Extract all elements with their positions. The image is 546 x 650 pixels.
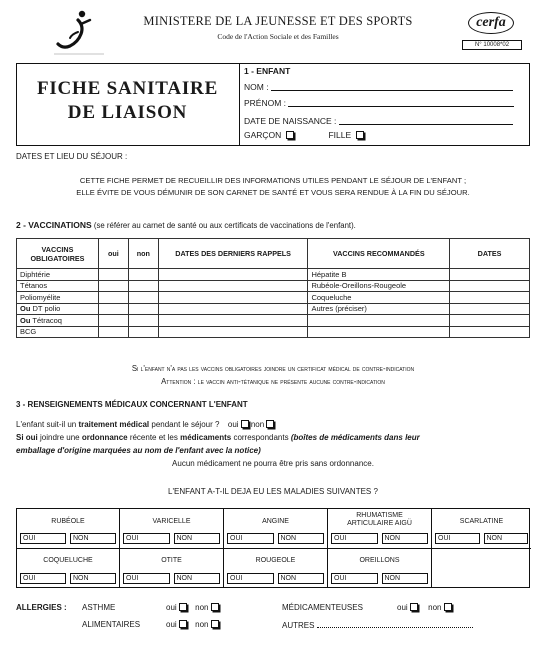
col-oui: oui <box>98 239 128 269</box>
treatment-question <box>16 420 274 429</box>
medicamenteuses-oui-checkbox[interactable] <box>410 603 418 611</box>
intro-line1: CETTE FICHE PERMET DE RECUEILLIR DES INFORMATIONS UTILES PENDANT LE SÉJOUR DE L'ENFANT ; <box>79 176 467 185</box>
date-cell[interactable] <box>158 315 308 327</box>
date-cell[interactable] <box>158 280 308 292</box>
disease-name: ANGINE <box>262 518 289 525</box>
vaccinations-note: (se référer au carnet de santé ou aux certificats de vaccinations de l'enfant). <box>91 221 356 230</box>
disease-cell-otite <box>120 549 224 588</box>
disease-name: RHUMATISME ARTICULAIRE AIGÜ <box>347 512 412 527</box>
disease-cell-oreillons <box>328 549 432 588</box>
disease-name: COQUELUCHE <box>43 557 93 564</box>
col-mandatory: VACCINS OBLIGATOIRES <box>17 239 99 269</box>
vaccinations-heading: 2 - VACCINATIONS <box>16 220 92 230</box>
medicamenteuses-non-label: non <box>428 603 442 612</box>
disease-name: SCARLATINE <box>459 518 504 525</box>
girl-checkbox[interactable] <box>356 131 364 139</box>
asthme-oui-checkbox[interactable] <box>179 603 187 611</box>
form-title-line1: FICHE SANITAIRE <box>36 78 219 99</box>
disease-oui-box[interactable]: OUI <box>331 533 378 544</box>
allergies-label: ALLERGIES : <box>16 603 67 612</box>
autres-field[interactable] <box>282 620 473 630</box>
recommended-vaccine: Autres (préciser) <box>308 303 450 315</box>
medicaments-text: médicaments <box>180 433 232 442</box>
vaccination-note2: Attention : le vaccin anti-tétanique ne présente aucune contre-indication <box>161 377 385 386</box>
disease-cell-rougeole <box>224 549 328 588</box>
disease-oui-box[interactable]: OUI <box>435 533 480 544</box>
disease-non-box[interactable]: NON <box>70 533 116 544</box>
asthme-options <box>166 603 219 612</box>
disease-oui-box[interactable]: OUI <box>331 573 378 584</box>
table-row <box>17 280 530 292</box>
mandatory-vaccine-alt <box>17 315 99 327</box>
disease-oui-box[interactable]: OUI <box>20 533 66 544</box>
medicamenteuses-label: MÉDICAMENTEUSES <box>282 603 363 612</box>
birth-label: DATE DE NAISSANCE : <box>244 116 337 126</box>
disease-name: OREILLONS <box>359 557 400 564</box>
disease-oui-box[interactable]: OUI <box>227 533 274 544</box>
treatment-non-checkbox[interactable] <box>266 420 274 428</box>
disease-oui-box[interactable]: OUI <box>123 573 170 584</box>
ordonnance-line2 <box>16 446 261 455</box>
table-row <box>17 269 530 281</box>
sex-row <box>244 130 364 140</box>
alimentaires-oui-label: oui <box>166 620 177 629</box>
asthme-non-checkbox[interactable] <box>211 603 219 611</box>
autres-line <box>317 620 473 628</box>
mandatory-vaccine: Tétanos <box>17 280 99 292</box>
non-cell[interactable] <box>128 280 158 292</box>
disease-cell-angine <box>224 509 328 549</box>
treatment-non-label: non <box>250 420 265 429</box>
nom-line <box>271 82 513 91</box>
cerfa-number: N° 10008*02 <box>462 40 522 50</box>
disease-cell-rubeole <box>17 509 120 549</box>
non-cell[interactable] <box>128 303 158 315</box>
disease-oui-box[interactable]: OUI <box>227 573 274 584</box>
col-recommended: VACCINS RECOMMANDÉS <box>308 239 450 269</box>
autres-label: AUTRES <box>282 621 315 630</box>
vaccination-table <box>16 238 530 338</box>
recommended-vaccine: Hépatite B <box>308 269 450 281</box>
diseases-question: L'ENFANT A-T-IL DEJA EU LES MALADIES SUIVANTES ? <box>168 487 378 496</box>
oui-cell[interactable] <box>98 280 128 292</box>
rec-date-cell[interactable] <box>450 280 530 292</box>
recommended-vaccine: Coqueluche <box>308 292 450 304</box>
ministry-title: MINISTERE DE LA JEUNESSE ET DES SPORTS <box>143 14 413 28</box>
disease-oui-box[interactable]: OUI <box>20 573 66 584</box>
date-cell[interactable] <box>158 326 308 338</box>
disease-non-box[interactable]: NON <box>382 573 429 584</box>
non-cell[interactable] <box>128 326 158 338</box>
treatment-oui-checkbox[interactable] <box>241 420 249 428</box>
non-cell[interactable] <box>128 292 158 304</box>
rec-date-cell[interactable] <box>450 315 530 327</box>
oui-cell[interactable] <box>98 269 128 281</box>
medicamenteuses-oui-label: oui <box>397 603 408 612</box>
alimentaires-label: ALIMENTAIRES <box>82 620 141 629</box>
ordonnance-italic1: (boîtes de médicaments dans leur <box>290 433 420 442</box>
medicamenteuses-non-checkbox[interactable] <box>444 603 452 611</box>
recommended-vaccine <box>308 315 450 327</box>
rec-date-cell[interactable] <box>450 269 530 281</box>
table-row <box>17 315 530 327</box>
girl-label: FILLE <box>328 130 352 140</box>
disease-cell-varicelle <box>120 509 224 549</box>
disease-non-box[interactable]: NON <box>278 573 325 584</box>
section-child-title: 1 - ENFANT <box>244 66 291 76</box>
table-row <box>17 303 530 315</box>
alimentaires-non-label: non <box>195 620 209 629</box>
oui-cell[interactable] <box>98 303 128 315</box>
prenom-field[interactable] <box>244 98 514 108</box>
date-cell[interactable] <box>158 292 308 304</box>
rec-date-cell[interactable] <box>450 326 530 338</box>
section-medical-title: 3 - RENSEIGNEMENTS MÉDICAUX CONCERNANT L'ENFANT <box>16 400 248 409</box>
nom-label: NOM : <box>244 82 269 92</box>
recommended-vaccine <box>308 326 450 338</box>
oui-cell[interactable] <box>98 326 128 338</box>
boy-label: GARÇON <box>244 130 282 140</box>
asthme-non-label: non <box>195 603 209 612</box>
col-last-boosters: DATES DES DERNIERS RAPPELS <box>158 239 308 269</box>
disease-name: RUBÉOLE <box>51 518 85 525</box>
treatment-q-pre: L'enfant suit-il un <box>16 420 79 429</box>
disease-non-box[interactable]: NON <box>484 533 529 544</box>
no-medication-note: Aucun médicament ne pourra être pris sans ordonnance. <box>172 459 374 468</box>
birth-field[interactable] <box>244 116 513 126</box>
vaccine-name: DT polio <box>32 304 61 314</box>
ordonnance-text: ordonnance <box>81 433 128 442</box>
disease-non-box[interactable]: NON <box>382 533 429 544</box>
si-oui: Si oui <box>16 433 38 442</box>
prenom-line <box>288 98 514 107</box>
diseases-grid <box>16 508 530 588</box>
or-prefix: Ou <box>20 315 31 325</box>
non-cell[interactable] <box>128 269 158 281</box>
rec-date-cell[interactable] <box>450 303 530 315</box>
disease-oui-box[interactable]: OUI <box>123 533 170 544</box>
code-subtitle: Code de l'Action Sociale et des Familles <box>217 32 339 41</box>
disease-non-box[interactable]: NON <box>174 573 221 584</box>
disease-non-box[interactable]: NON <box>278 533 325 544</box>
nom-field[interactable] <box>244 82 513 92</box>
form-title-line2: DE LIAISON <box>67 102 188 123</box>
section-vaccinations-title <box>16 220 356 230</box>
oui-cell[interactable] <box>98 315 128 327</box>
disease-cell-rhumatisme <box>328 509 432 549</box>
treatment-oui-label: oui <box>227 420 239 429</box>
or-prefix: Ou <box>20 304 31 314</box>
cerfa-logo: cerfa <box>468 12 514 34</box>
vaccination-header-row <box>17 239 530 269</box>
disease-name: ROUGEOLE <box>255 557 296 564</box>
mandatory-vaccine-alt <box>17 303 99 315</box>
alimentaires-options <box>166 620 219 629</box>
rec-date-cell[interactable] <box>450 292 530 304</box>
col-non: non <box>128 239 158 269</box>
table-row <box>17 326 530 338</box>
stay-dates-label: DATES ET LIEU DU SÉJOUR : <box>16 152 128 161</box>
recente-text: récente et les <box>127 433 181 442</box>
disease-cell-scarlatine <box>432 509 531 549</box>
intro-line2: ELLE ÉVITE DE VOUS DÉMUNIR DE SON CARNET DE SANTÉ ET VOUS SERA RENDUE À LA FIN DU SÉJOUR. <box>76 188 470 197</box>
alimentaires-oui-checkbox[interactable] <box>179 620 187 628</box>
boy-checkbox[interactable] <box>286 131 294 139</box>
prenom-label: PRÉNOM : <box>244 98 287 108</box>
birth-line <box>339 116 513 125</box>
treatment-q-bold: traitement médical <box>78 420 150 429</box>
disease-name: OTITE <box>161 557 182 564</box>
date-cell[interactable] <box>158 303 308 315</box>
mandatory-vaccine: BCG <box>17 326 99 338</box>
table-row <box>17 292 530 304</box>
treatment-q-post: pendant le séjour ? <box>149 420 220 429</box>
ordonnance-italic2: emballage d'origine marquées au nom de l'enfant avec la notice) <box>16 446 261 455</box>
mandatory-vaccine: Poliomyélite <box>17 292 99 304</box>
disease-name: VARICELLE <box>152 518 191 525</box>
vaccine-name: Tétracoq <box>32 315 62 325</box>
date-cell[interactable] <box>158 269 308 281</box>
ministry-logo <box>48 8 110 58</box>
mandatory-vaccine: Diphtérie <box>17 269 99 281</box>
asthme-oui-label: oui <box>166 603 177 612</box>
disease-non-box[interactable]: NON <box>174 533 221 544</box>
joindre-text: joindre une <box>37 433 82 442</box>
ordonnance-line1 <box>16 433 420 442</box>
correspondants-text: correspondants <box>231 433 291 442</box>
disease-non-box[interactable]: NON <box>70 573 116 584</box>
disease-cell-coqueluche <box>17 549 120 588</box>
oui-cell[interactable] <box>98 292 128 304</box>
recommended-vaccine: Rubéole-Oreillons-Rougeole <box>308 280 450 292</box>
asthme-label: ASTHME <box>82 603 116 612</box>
vaccination-note1: Si l'enfant n'a pas les vaccins obligatoires joindre un certificat médical de contre-indication <box>131 364 415 373</box>
non-cell[interactable] <box>128 315 158 327</box>
medicamenteuses-options <box>397 603 452 612</box>
col-dates: DATES <box>450 239 530 269</box>
alimentaires-non-checkbox[interactable] <box>211 620 219 628</box>
